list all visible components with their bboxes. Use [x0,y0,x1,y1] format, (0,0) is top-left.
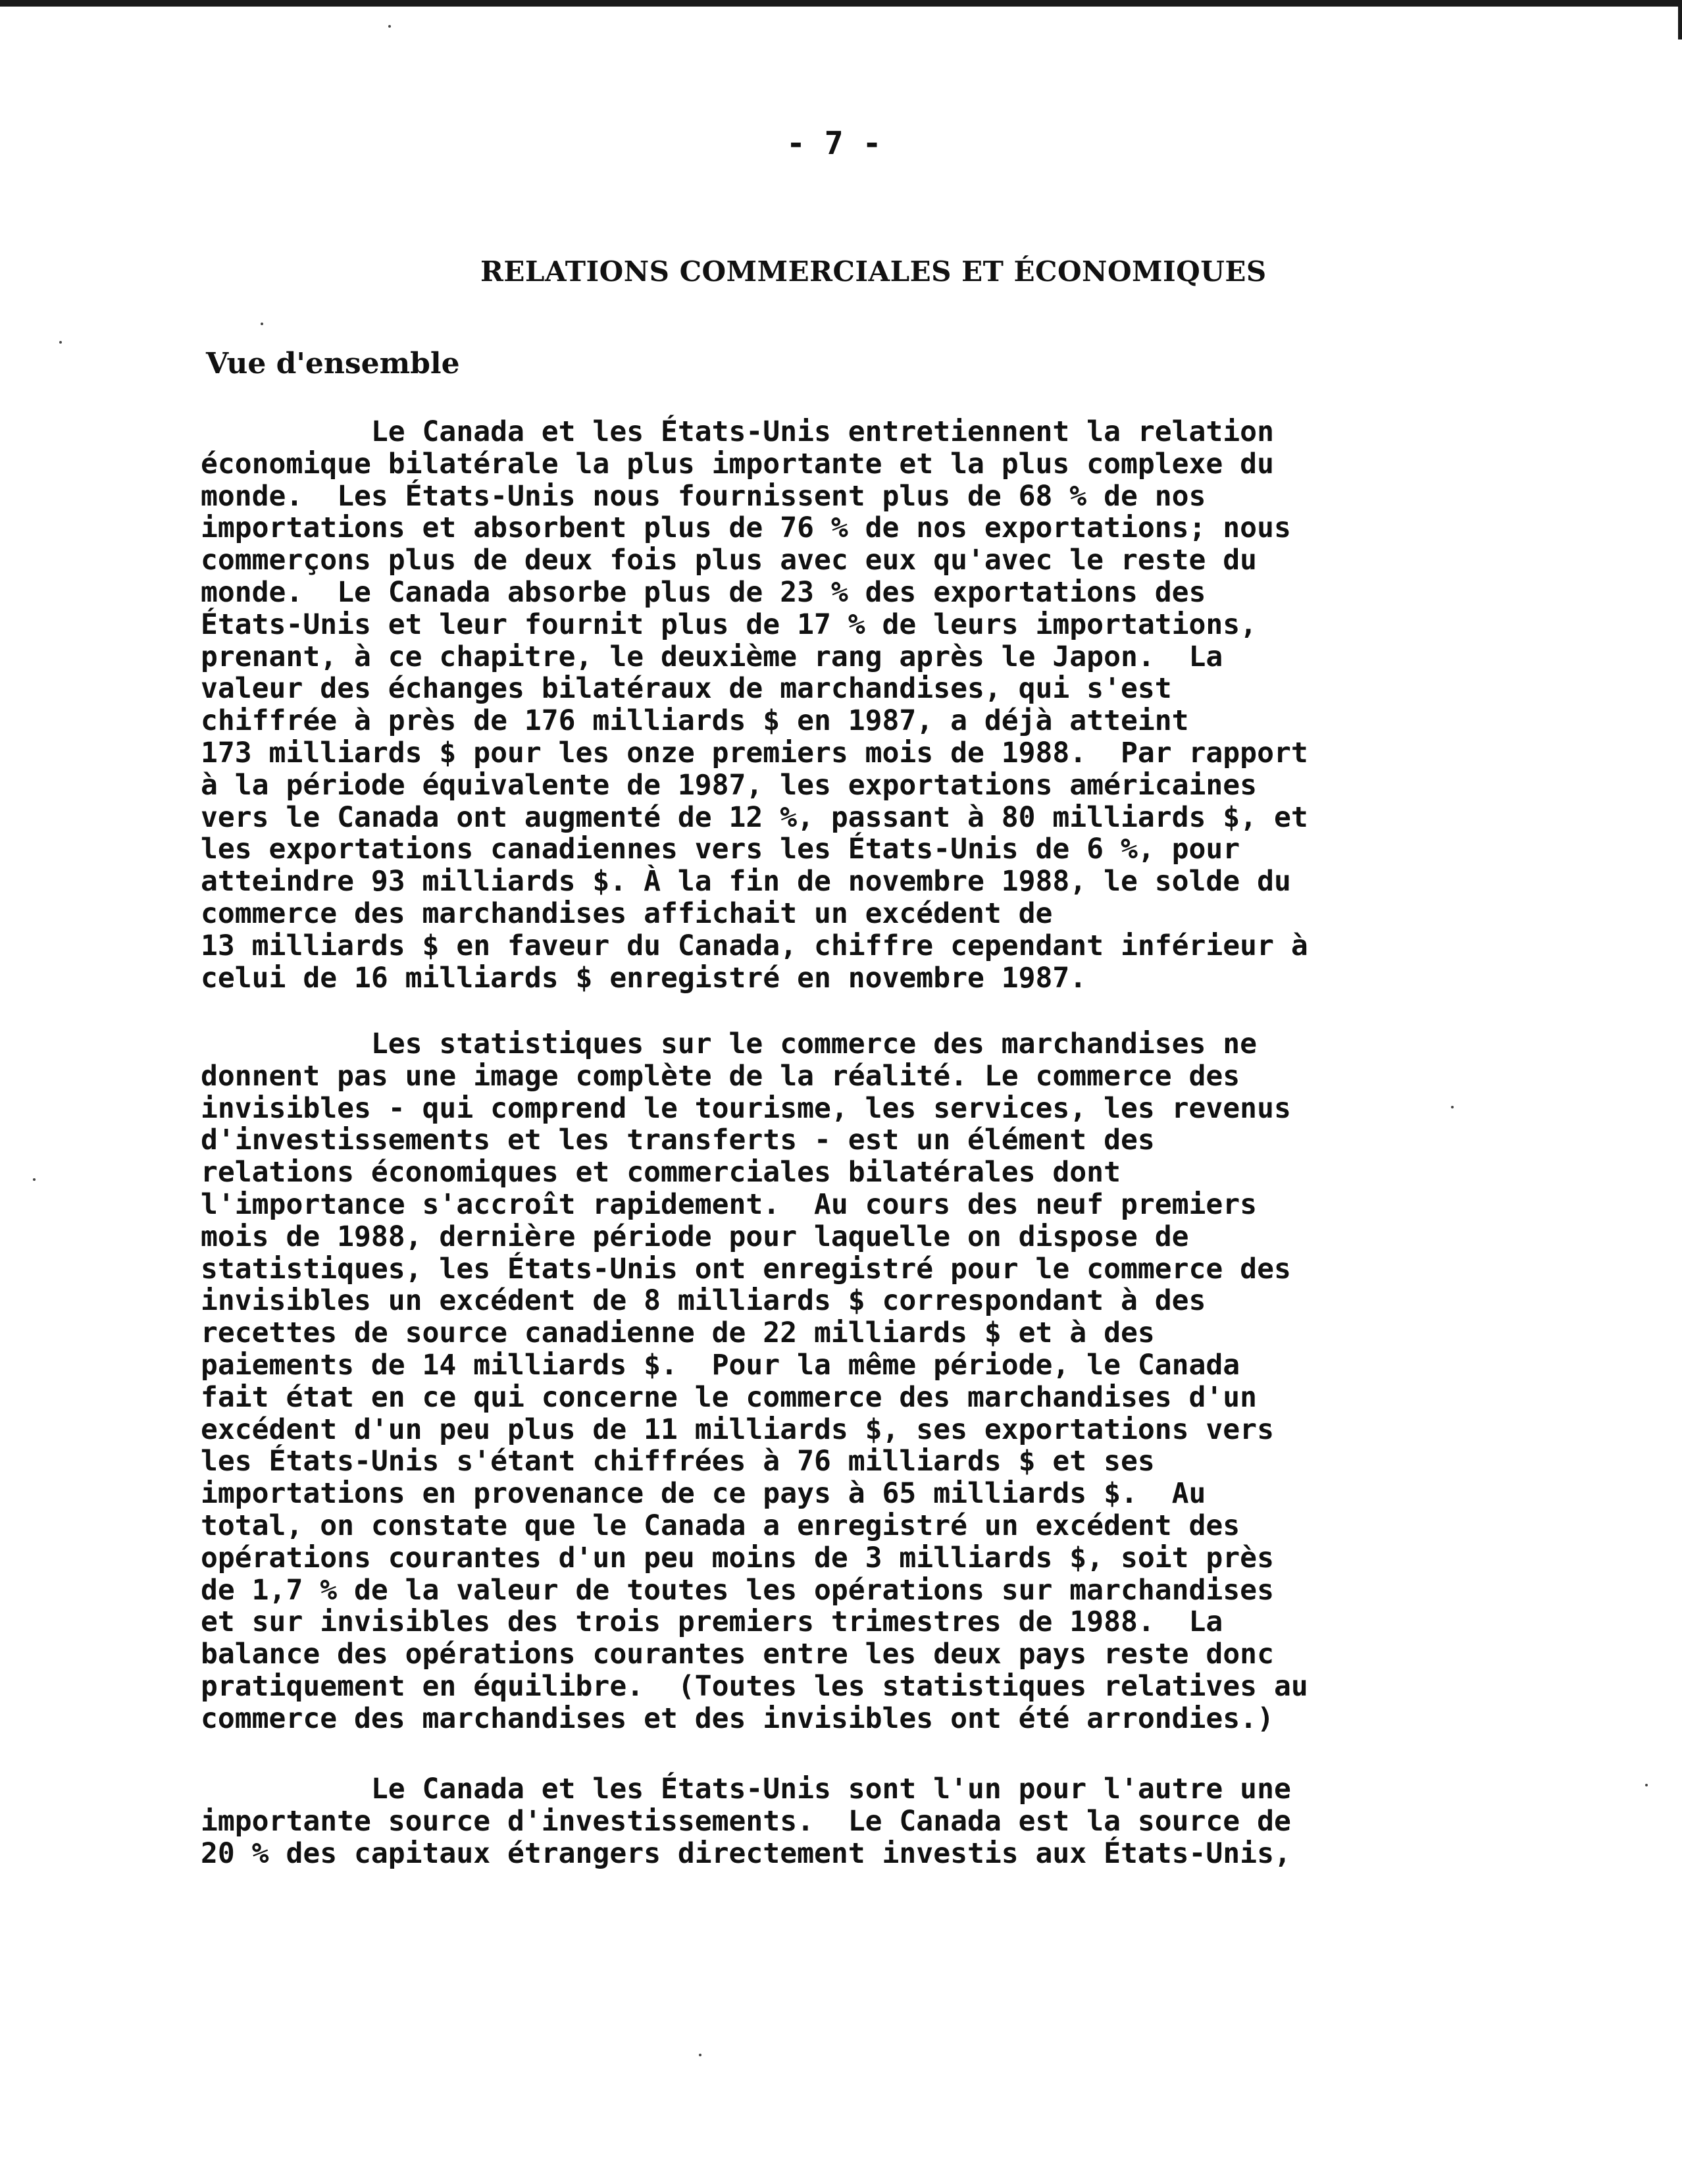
document-title: RELATIONS COMMERCIALES ET ÉCONOMIQUES [480,255,1267,288]
body-paragraph-investments: Le Canada et les États-Unis sont l'un pour l'autre une importante source d'investissements. Le Canada est la source de 20 % des capitaux étrangers directement investis aux États-Unis, [201,1773,1291,1870]
scan-speck [699,2054,701,2056]
body-paragraph-invisibles: Les statistiques sur le commerce des marchandises ne donnent pas une image complète de la réalité. Le commerce des invisibles - qui comprend le tourisme, les services, les revenus d'investissements et les transferts - est un élément des relations économiques et commerciales bilatérales dont l'importance s'accroît rapidement. Au cours des neuf premiers mois de 1988, dernière période pour laquelle on dispose de statistiques, les États-Unis ont enregistré pour le commerce des invisibles un excédent de 8 milliards $ correspondant à des recettes de source canadienne de 22 milliards $ et à des paiements de 14 milliards $. Pour la même période, le Canada fait état en ce qui concerne le commerce des marchandises d'un excédent d'un peu plus de 11 milliards $, ses exportations vers les États-Unis s'étant chiffrées à 76 milliards $ et ses importations en provenance de ce pays à 65 milliards $. Au total, on constate que le Canada a enregistré un excédent des opérations courantes d'un peu moins de 3 milliards $, soit près de 1,7 % de la valeur de toutes les opérations sur marchandises et sur invisibles des trois premiers trimestres de 1988. La balance des opérations courantes entre les deux pays reste donc pratiquement en équilibre. (Toutes les statistiques relatives au commerce des marchandises et des invisibles ont été arrondies.) [201,1027,1308,1735]
scan-right-border [1678,0,1682,39]
scan-speck [59,341,62,344]
scan-speck [33,1178,36,1181]
scan-speck [1451,1106,1454,1108]
section-heading: Vue d'ensemble [206,347,460,380]
scan-speck [261,323,263,325]
body-paragraph-overview: Le Canada et les États-Unis entretiennent la relation économique bilatérale la plus importante et la plus complexe du monde. Les États-Unis nous fournissent plus de 68 % de nos importations et absorbent plus de 76 % de nos exportations; nous commerçons plus de deux fois plus avec eux qu'avec le reste du monde. Le Canada absorbe plus de 23 % des exportations des États-Unis et leur fournit plus de 17 % de leurs importations, prenant, à ce chapitre, le deuxième rang après le Japon. La valeur des échanges bilatéraux de marchandises, qui s'est chiffrée à près de 176 milliards $ en 1987, a déjà atteint 173 milliards $ pour les onze premiers mois de 1988. Par rapport à la période équivalente de 1987, les exportations américaines vers le Canada ont augmenté de 12 %, passant à 80 milliards $, et les exportations canadiennes vers les États-Unis de 6 %, pour atteindre 93 milliards $. À la fin de novembre 1988, le solde du commerce des marchandises affichait un excédent de 13 milliards $ en faveur du Canada, chiffre cependant inférieur à celui de 16 milliards $ enregistré en novembre 1987. [201,415,1308,995]
scan-speck [1645,1784,1648,1786]
scan-top-border [0,0,1682,7]
scan-speck [388,25,391,28]
page-number: - 7 - [786,125,882,162]
